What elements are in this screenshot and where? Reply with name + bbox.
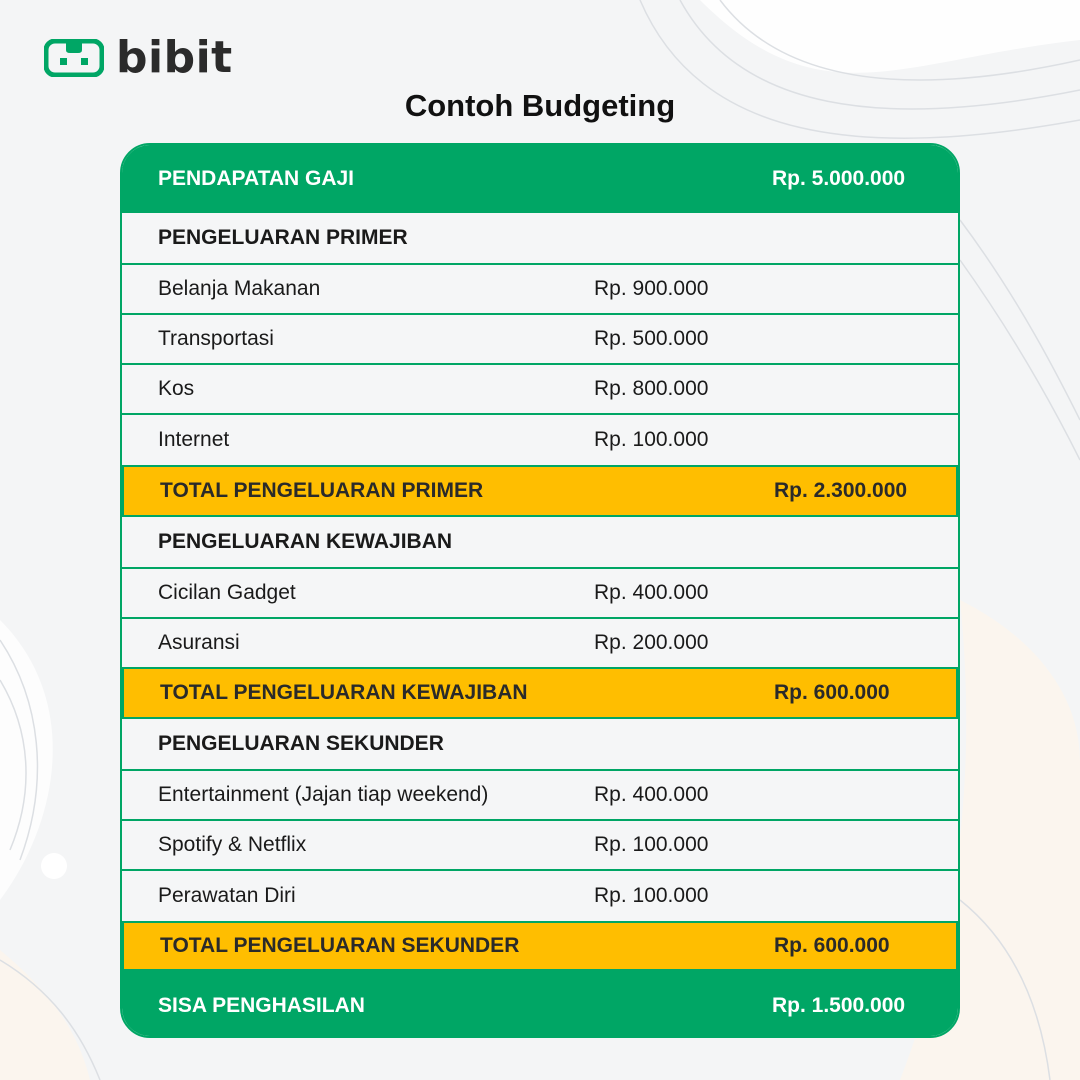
bibit-logo-icon	[44, 39, 104, 77]
total-amount: Rp. 600.000	[774, 934, 890, 957]
total-row-kewajiban	[122, 667, 958, 719]
section-heading-label: PENGELUARAN SEKUNDER	[158, 732, 444, 755]
item-label: Cicilan Gadget	[158, 581, 296, 604]
item-amount: Rp. 800.000	[594, 377, 709, 400]
income-amount: Rp. 5.000.000	[772, 167, 906, 190]
item-amount: Rp. 100.000	[594, 884, 709, 907]
table-row	[122, 315, 958, 365]
section-heading-kewajiban	[122, 517, 958, 569]
table-row	[122, 619, 958, 667]
total-row-sekunder	[122, 921, 958, 971]
brand-name: bibit	[116, 32, 233, 83]
page-title: Contoh Budgeting	[404, 88, 676, 123]
brand-logo	[44, 32, 233, 83]
item-amount: Rp. 400.000	[594, 783, 709, 806]
table-row	[122, 265, 958, 315]
table-row	[122, 821, 958, 871]
item-label: Belanja Makanan	[158, 277, 321, 300]
item-amount: Rp. 100.000	[594, 428, 709, 451]
item-amount: Rp. 100.000	[594, 833, 709, 856]
remaining-amount: Rp. 1.500.000	[772, 993, 906, 1017]
income-row	[122, 145, 958, 213]
total-amount: Rp. 600.000	[774, 681, 890, 704]
budget-table	[120, 143, 960, 1038]
item-amount: Rp. 900.000	[594, 277, 709, 300]
table-row	[122, 771, 958, 821]
table-row	[122, 365, 958, 415]
item-label: Kos	[158, 377, 195, 400]
item-label: Asuransi	[158, 631, 240, 654]
total-amount: Rp. 2.300.000	[774, 479, 908, 502]
item-label: Spotify & Netflix	[158, 833, 307, 856]
item-label: Entertainment (Jajan tiap weekend)	[158, 783, 489, 806]
total-label: TOTAL PENGELUARAN SEKUNDER	[160, 934, 520, 957]
remaining-label: SISA PENGHASILAN	[158, 993, 365, 1017]
section-heading-label: PENGELUARAN PRIMER	[158, 226, 408, 249]
item-label: Transportasi	[158, 327, 274, 350]
section-heading-sekunder	[122, 719, 958, 771]
item-label: Perawatan Diri	[158, 884, 296, 907]
table-row	[122, 569, 958, 619]
item-amount: Rp. 200.000	[594, 631, 709, 654]
total-label: TOTAL PENGELUARAN KEWAJIBAN	[160, 681, 528, 704]
section-heading-primer	[122, 213, 958, 265]
total-label: TOTAL PENGELUARAN PRIMER	[160, 479, 484, 502]
section-heading-label: PENGELUARAN KEWAJIBAN	[158, 530, 453, 553]
total-row-primer	[122, 465, 958, 517]
income-label: PENDAPATAN GAJI	[158, 167, 355, 190]
item-label: Internet	[158, 428, 230, 451]
item-amount: Rp. 500.000	[594, 327, 709, 350]
table-row	[122, 415, 958, 465]
table-row	[122, 871, 958, 921]
item-amount: Rp. 400.000	[594, 581, 709, 604]
remaining-row	[122, 971, 958, 1038]
